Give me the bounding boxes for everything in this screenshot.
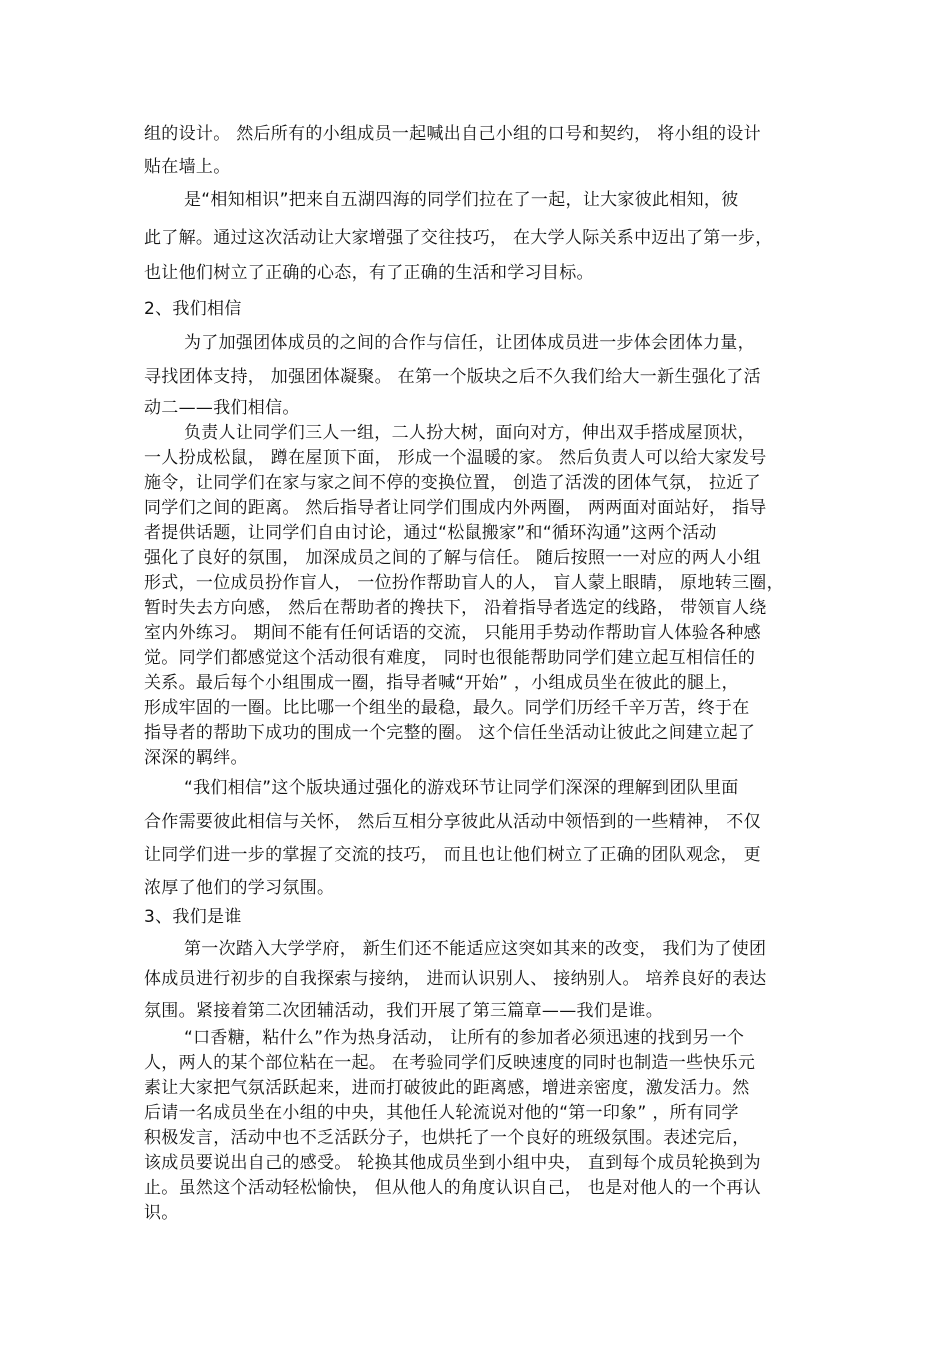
text-line: 暂时失去方向感， 然后在帮助者的搀扶下， 沿着指导者选定的线路， 带领盲人绕 [144,598,767,618]
text-line: 觉。同学们都感觉这个活动很有难度， 同时也很能帮助同学们建立起互相信任的 [144,648,756,668]
text-line: 合作需要彼此相信与关怀， 然后互相分享彼此从活动中领悟到的一些精神， 不仅 [144,812,761,832]
text-line: 组的设计。 然后所有的小组成员一起喊出自己小组的口号和契约， 将小组的设计 [144,124,761,144]
text-line: 素让大家把气氛活跃起来，进而打破彼此的距离感，增进亲密度，激发活力。然 [144,1078,750,1098]
text-line: 也让他们树立了正确的心态，有了正确的生活和学习目标。 [144,263,594,283]
text-line: 人，两人的某个部位粘在一起。 在考验同学们反映速度的同时也制造一些快乐元 [144,1053,756,1073]
text-line: 寻找团体支持， 加强团体凝聚。 在第一个版块之后不久我们给大一新生强化了活 [144,367,761,387]
text-line: 关系。最后每个小组围成一圈，指导者喊“开始” ，小组成员坐在彼此的腿上， [144,673,739,693]
text-line: 浓厚了他们的学习氛围。 [144,878,335,898]
text-line: 施令，让同学们在家与家之间不停的变换位置， 创造了活泼的团体气氛， 拉近了 [144,473,761,493]
text-line: 第一次踏入大学学府， 新生们还不能适应这突如其来的改变， 我们为了使团 [184,939,767,959]
text-line: 氛围。紧接着第二次团辅活动，我们开展了第三篇章——我们是谁。 [144,1001,663,1021]
text-line: 止。虽然这个活动轻松愉快， 但从他人的角度认识自己， 也是对他人的一个再认 [144,1178,761,1198]
text-line: “我们相信”这个版块通过强化的游戏环节让同学们深深的理解到团队里面 [184,778,739,798]
text-line: 是“相知相识”把来自五湖四海的同学们拉在了一起，让大家彼此相知，彼 [184,190,739,210]
section-heading: 2、我们相信 [144,299,242,319]
section-heading: 3、我们是谁 [144,907,242,927]
text-line: 形式，一位成员扮作盲人， 一位扮作帮助盲人的人， 盲人蒙上眼睛， 原地转三圈， [144,573,784,593]
text-line: 指导者的帮助下成功的围成一个完整的圈。 这个信任坐活动让彼此之间建立起了 [144,723,756,743]
text-line: 识。 [144,1203,179,1223]
text-line: 一人扮成松鼠， 蹲在屋顶下面， 形成一个温暖的家。 然后负责人可以给大家发号 [144,448,767,468]
text-line: 强化了良好的氛围， 加深成员之间的了解与信任。 随后按照一一对应的两人小组 [144,548,761,568]
text-line: 者提供话题，让同学们自由讨论，通过“松鼠搬家”和“循环沟通”这两个活动 [144,523,717,543]
text-line: 该成员要说出自己的感受。 轮换其他成员坐到小组中央， 直到每个成员轮换到为 [144,1153,761,1173]
text-line: 室内外练习。 期间不能有任何话语的交流， 只能用手势动作帮助盲人体验各种感 [144,623,761,643]
text-line: “口香糖，粘什么”作为热身活动， 让所有的参加者必须迅速的找到另一个 [184,1028,745,1048]
text-line: 形成牢固的一圈。比比哪一个组坐的最稳，最久。同学们历经千辛万苦，终于在 [144,698,750,718]
text-line: 负责人让同学们三人一组，二人扮大树，面向对方，伸出双手搭成屋顶状， [184,423,755,443]
text-line: 此了解。通过这次活动让大家增强了交往技巧， 在大学人际关系中迈出了第一步， [144,228,773,248]
text-line: 体成员进行初步的自我探索与接纳， 进而认识别人、 接纳别人。 培养良好的表达 [144,969,767,989]
text-line: 动二——我们相信。 [144,398,300,418]
text-line: 后请一名成员坐在小组的中央，其他任人轮流说对他的“第一印象” ，所有同学 [144,1103,739,1123]
text-line: 深深的羁绊。 [144,748,248,768]
text-line: 同学们之间的距离。 然后指导者让同学们围成内外两圈， 两两面对面站好， 指导 [144,498,767,518]
text-line: 贴在墙上。 [144,157,231,177]
text-line: 积极发言，活动中也不乏活跃分子，也烘托了一个良好的班级氛围。表述完后， [144,1128,750,1148]
text-line: 让同学们进一步的掌握了交流的技巧， 而且也让他们树立了正确的团队观念， 更 [144,845,761,865]
text-line: 为了加强团体成员的之间的合作与信任，让团体成员进一步体会团体力量， [184,333,755,353]
